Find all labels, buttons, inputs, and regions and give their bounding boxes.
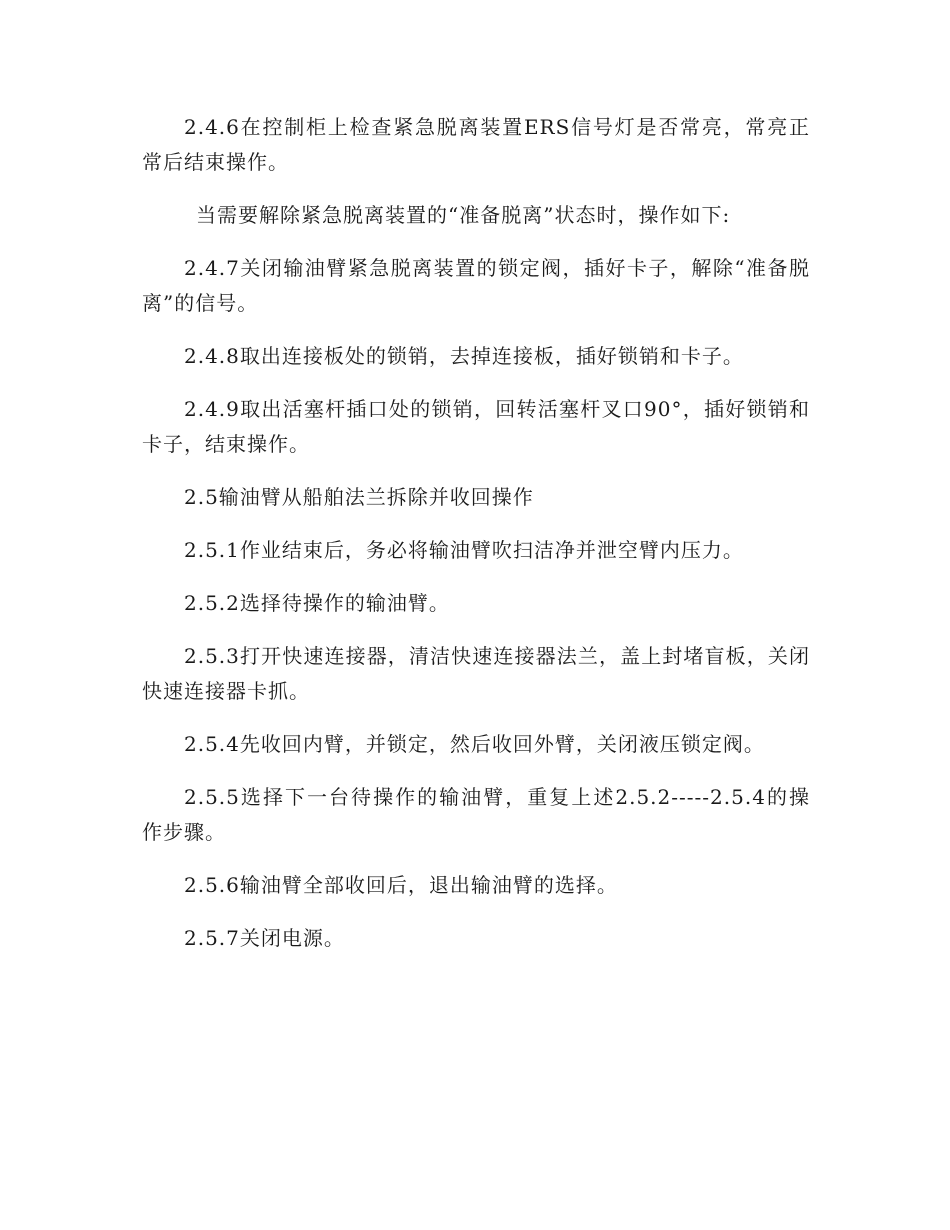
paragraph-2-4-7: 2.4.7关闭输油臂紧急脱离装置的锁定阀，插好卡子，解除“准备脱离”的信号。 bbox=[142, 256, 810, 315]
paragraph-2-5-7: 2.5.7关闭电源。 bbox=[184, 926, 345, 950]
paragraph-2-5-4: 2.5.4先收回内臂，并锁定，然后收回外臂，关闭液压锁定阀。 bbox=[184, 732, 765, 756]
paragraph-2-4-9: 2.4.9取出活塞杆插口处的锁销，回转活塞杆叉口90°，插好锁销和卡子，结束操作。 bbox=[142, 397, 810, 456]
paragraph-2-4-6: 2.4.6在控制柜上检查紧急脱离装置ERS信号灯是否常亮，常亮正常后结束操作。 bbox=[142, 115, 810, 174]
document-body bbox=[142, 110, 810, 974]
paragraph-2-5-1: 2.5.1作业结束后，务必将输油臂吹扫洁净并泄空臂内压力。 bbox=[184, 538, 744, 562]
section-heading-2-5: 2.5输油臂从船舶法兰拆除并收回操作 bbox=[184, 485, 534, 509]
paragraph-2-5-3: 2.5.3打开快速连接器，清洁快速连接器法兰，盖上封堵盲板，关闭快速连接器卡抓。 bbox=[142, 644, 810, 703]
paragraph-2-5-5: 2.5.5选择下一台待操作的输油臂，重复上述2.5.2-----2.5.4的操作步骤。 bbox=[142, 785, 810, 844]
paragraph-2-5-6: 2.5.6输油臂全部收回后，退出输油臂的选择。 bbox=[184, 873, 618, 897]
paragraph-2-5-2: 2.5.2选择待操作的输油臂。 bbox=[184, 591, 450, 615]
paragraph-2-4-8: 2.4.8取出连接板处的锁销，去掉连接板，插好锁销和卡子。 bbox=[184, 344, 744, 368]
paragraph-release-note: 当需要解除紧急脱离装置的“准备脱离”状态时，操作如下: bbox=[196, 203, 731, 227]
